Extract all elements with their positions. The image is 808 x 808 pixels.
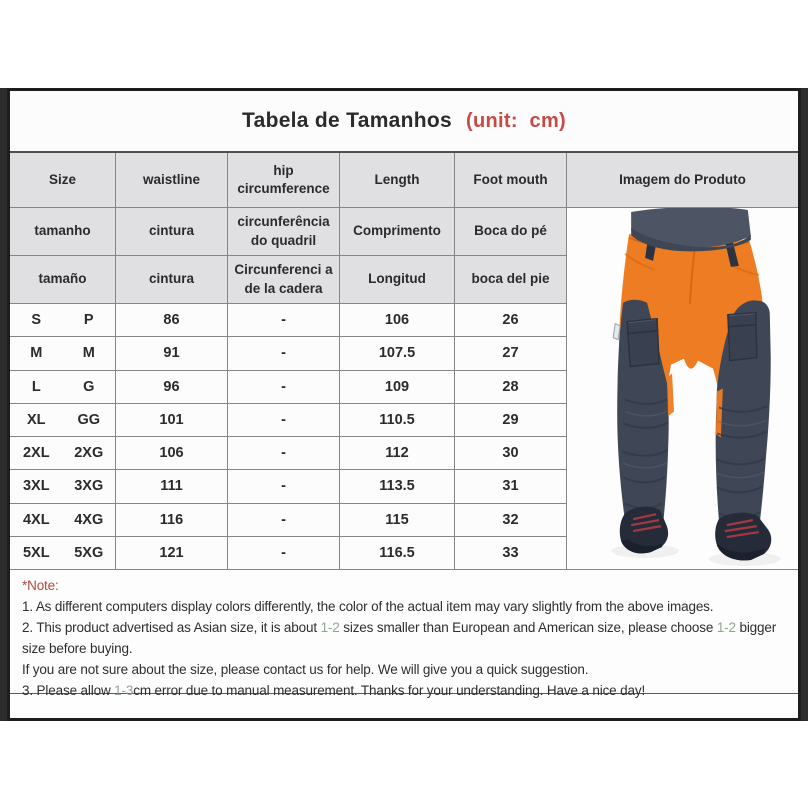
note-line-4-text: cm error due to manual measurement. Thanks for your understanding. Have a nice day! bbox=[133, 683, 646, 698]
size-intl: XL bbox=[26, 411, 46, 428]
cell-waistline: 101 bbox=[116, 404, 228, 437]
left-edge-artifact bbox=[0, 88, 7, 721]
size-intl: 3XL bbox=[22, 478, 50, 495]
cell-size bbox=[10, 537, 116, 570]
left-boot bbox=[620, 507, 668, 554]
cell-waistline: 121 bbox=[116, 537, 228, 570]
note-line-2 bbox=[22, 617, 786, 659]
header-hip-pt: circunferência do quadril bbox=[228, 208, 340, 256]
note-line-2-highlight: 1-2 bbox=[320, 620, 340, 635]
header-length-es: Longitud bbox=[340, 256, 455, 304]
header-hip-en: hip circumference bbox=[228, 153, 340, 208]
size-intl: S bbox=[31, 312, 42, 329]
cell-length: 106 bbox=[340, 304, 455, 337]
cell-size bbox=[10, 371, 116, 404]
header-size-pt: tamanho bbox=[10, 208, 116, 256]
table-title-text: Tabela de Tamanhos bbox=[242, 109, 453, 132]
cell-hip: - bbox=[228, 337, 340, 370]
size-br: 3XG bbox=[74, 478, 104, 495]
header-footmouth-pt: Boca do pé bbox=[455, 208, 567, 256]
size-br: 2XG bbox=[74, 445, 104, 462]
header-size-es: tamaño bbox=[10, 256, 116, 304]
cell-footmouth: 32 bbox=[455, 504, 567, 537]
cell-waistline: 96 bbox=[116, 371, 228, 404]
size-intl: 4XL bbox=[22, 511, 50, 528]
cell-waistline: 106 bbox=[116, 437, 228, 470]
note-line-2-text: bigger size before buying. bbox=[22, 620, 777, 656]
cell-waistline: 91 bbox=[116, 337, 228, 370]
size-intl: 2XL bbox=[22, 445, 50, 462]
note-line-2-text: sizes smaller than European and American size, please choose bbox=[339, 620, 717, 635]
size-intl: L bbox=[31, 378, 41, 395]
cell-footmouth: 26 bbox=[455, 304, 567, 337]
cell-size bbox=[10, 504, 116, 537]
cell-hip: - bbox=[228, 504, 340, 537]
cell-size bbox=[10, 437, 116, 470]
cell-footmouth: 30 bbox=[455, 437, 567, 470]
size-br: G bbox=[83, 378, 95, 395]
header-waistline-es: cintura bbox=[116, 256, 228, 304]
cell-length: 107.5 bbox=[340, 337, 455, 370]
size-chart-table bbox=[7, 88, 801, 721]
cell-waistline: 116 bbox=[116, 504, 228, 537]
note-line-3: If you are not sure about the size, please contact us for help. We will give you a quick suggestion. bbox=[22, 662, 589, 677]
cell-footmouth: 33 bbox=[455, 537, 567, 570]
size-br: 5XG bbox=[74, 544, 104, 561]
cell-footmouth: 27 bbox=[455, 337, 567, 370]
header-waistline-en: waistline bbox=[116, 153, 228, 208]
cell-hip: - bbox=[228, 470, 340, 503]
table-title bbox=[10, 91, 798, 153]
cell-length: 113.5 bbox=[340, 470, 455, 503]
header-size-en: Size bbox=[10, 153, 116, 208]
cell-waistline: 111 bbox=[116, 470, 228, 503]
cell-size bbox=[10, 337, 116, 370]
cell-length: 109 bbox=[340, 371, 455, 404]
size-intl: M bbox=[30, 345, 43, 362]
header-footmouth-en: Foot mouth bbox=[455, 153, 567, 208]
product-pants-illustration bbox=[567, 208, 798, 569]
note-line-2-text: 2. This product advertised as Asian size, it is about bbox=[22, 620, 321, 635]
cell-hip: - bbox=[228, 537, 340, 570]
size-br: P bbox=[83, 312, 94, 329]
size-br: GG bbox=[77, 411, 101, 428]
note-line-4-highlight: 1-3 bbox=[114, 683, 134, 698]
cell-hip: - bbox=[228, 404, 340, 437]
note-label: *Note: bbox=[22, 578, 59, 593]
header-hip-es: Circunferenci a de la cadera bbox=[228, 256, 340, 304]
size-intl: 5XL bbox=[22, 544, 50, 561]
size-br: M bbox=[82, 345, 95, 362]
header-length-en: Length bbox=[340, 153, 455, 208]
header-footmouth-es: boca del pie bbox=[455, 256, 567, 304]
cell-size bbox=[10, 404, 116, 437]
cell-footmouth: 29 bbox=[455, 404, 567, 437]
cell-hip: - bbox=[228, 304, 340, 337]
cell-length: 110.5 bbox=[340, 404, 455, 437]
cell-length: 116.5 bbox=[340, 537, 455, 570]
note-line-2-highlight: 1-2 bbox=[716, 620, 736, 635]
size-chart-grid bbox=[10, 91, 798, 570]
note-line-1: 1. As different computers display colors differently, the color of the actual item may vary slightly from the above images. bbox=[22, 599, 714, 614]
table-unit-text: (unit: cm) bbox=[466, 109, 566, 132]
cell-hip: - bbox=[228, 437, 340, 470]
header-length-pt: Comprimento bbox=[340, 208, 455, 256]
cell-length: 112 bbox=[340, 437, 455, 470]
right-cargo-pocket bbox=[728, 313, 757, 361]
cell-size bbox=[10, 470, 116, 503]
header-waistline-pt: cintura bbox=[116, 208, 228, 256]
cell-length: 115 bbox=[340, 504, 455, 537]
header-product-image: Imagem do Produto bbox=[567, 153, 798, 208]
right-edge-artifact bbox=[800, 88, 808, 721]
left-cargo-pocket bbox=[627, 319, 659, 367]
cell-waistline: 86 bbox=[116, 304, 228, 337]
cell-hip: - bbox=[228, 371, 340, 404]
notes-section bbox=[10, 570, 798, 698]
cell-footmouth: 31 bbox=[455, 470, 567, 503]
size-br: 4XG bbox=[74, 511, 104, 528]
note-line-4-text: 3. Please allow bbox=[22, 683, 115, 698]
cell-size bbox=[10, 304, 116, 337]
cell-footmouth: 28 bbox=[455, 371, 567, 404]
product-photo bbox=[567, 208, 798, 570]
